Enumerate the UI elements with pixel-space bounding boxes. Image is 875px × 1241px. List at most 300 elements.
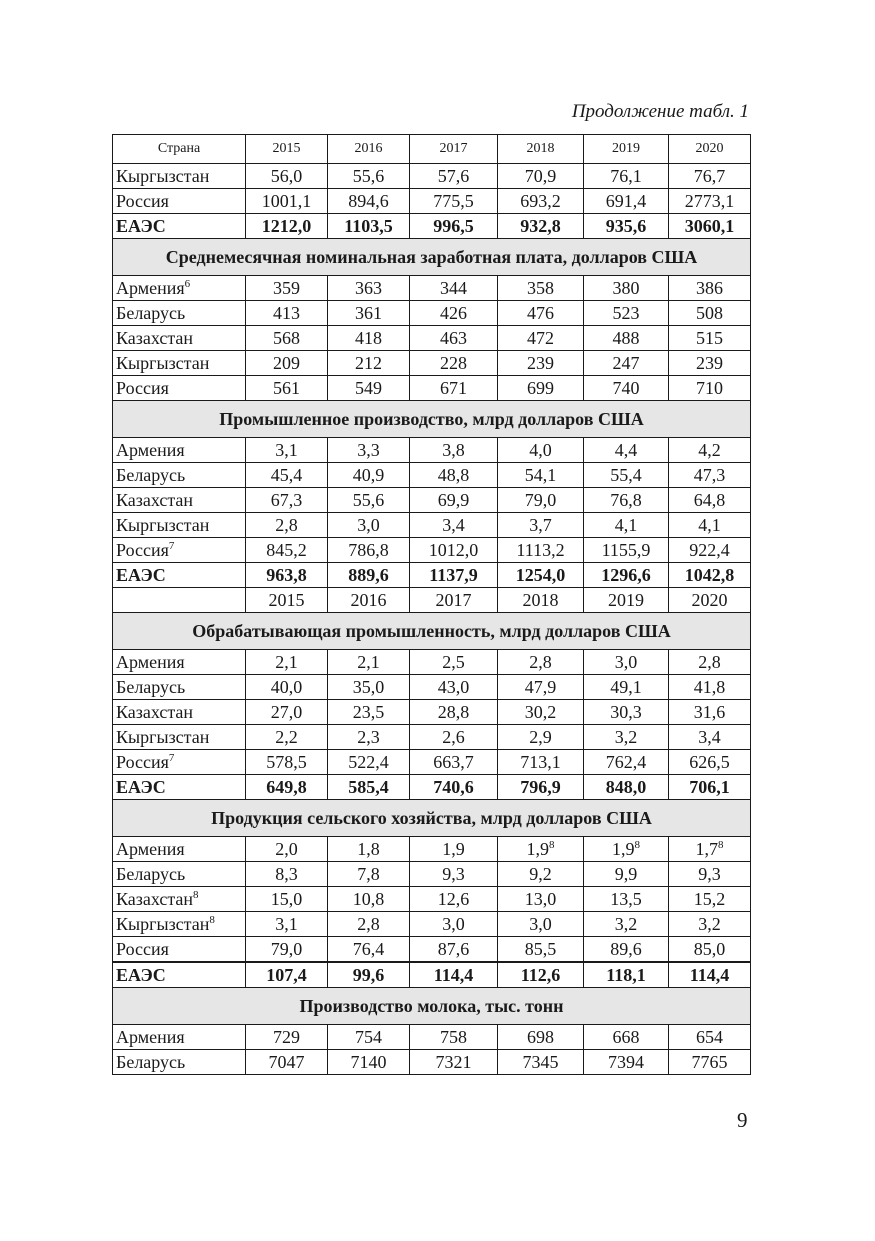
value-cell-text: 1012,0 bbox=[428, 540, 479, 560]
value-cell-text: 3,1 bbox=[275, 440, 298, 460]
table-row bbox=[113, 376, 751, 401]
value-cell bbox=[669, 438, 751, 463]
value-cell-text: 27,0 bbox=[270, 702, 303, 722]
country-cell-text: ЕАЭС bbox=[116, 777, 166, 797]
value-cell-text: 2,6 bbox=[442, 727, 465, 747]
value-cell bbox=[328, 438, 410, 463]
value-cell-text: 1155,9 bbox=[601, 540, 651, 560]
value-cell bbox=[498, 862, 584, 887]
value-cell-text: 67,3 bbox=[270, 490, 303, 510]
value-cell bbox=[669, 164, 751, 189]
value-cell bbox=[669, 750, 751, 775]
value-cell bbox=[246, 351, 328, 376]
value-cell bbox=[328, 937, 410, 963]
value-cell bbox=[246, 750, 328, 775]
value-cell-text: 69,9 bbox=[437, 490, 470, 510]
value-cell-text: 668 bbox=[612, 1027, 640, 1047]
value-cell bbox=[669, 276, 751, 301]
value-cell-text: 1,9 bbox=[612, 839, 635, 859]
value-cell bbox=[584, 301, 669, 326]
country-cell-text: Кыргызстан bbox=[116, 914, 210, 934]
value-cell bbox=[410, 351, 498, 376]
value-cell-text: 488 bbox=[612, 328, 640, 348]
value-cell bbox=[410, 862, 498, 887]
value-cell bbox=[498, 214, 584, 239]
year-cell-text: 2015 bbox=[268, 590, 305, 610]
value-cell bbox=[328, 775, 410, 800]
value-cell-text: 76,1 bbox=[610, 166, 642, 186]
year-cell bbox=[498, 588, 584, 613]
value-cell-text: 10,8 bbox=[352, 889, 385, 909]
value-cell bbox=[246, 675, 328, 700]
value-cell bbox=[328, 650, 410, 675]
value-cell bbox=[246, 376, 328, 401]
year-cell-text: 2018 bbox=[522, 590, 559, 610]
value-cell bbox=[584, 937, 669, 963]
value-cell-text: 2,3 bbox=[357, 727, 380, 747]
value-cell-text: 3,7 bbox=[529, 515, 552, 535]
value-cell bbox=[584, 463, 669, 488]
value-cell bbox=[584, 725, 669, 750]
value-cell bbox=[328, 1050, 410, 1075]
value-cell bbox=[669, 675, 751, 700]
country-cell bbox=[113, 750, 246, 775]
value-cell bbox=[246, 862, 328, 887]
country-cell bbox=[113, 463, 246, 488]
value-cell-text: 1103,5 bbox=[344, 216, 393, 236]
header-year-text: 2015 bbox=[272, 141, 301, 156]
country-cell-text: ЕАЭС bbox=[116, 565, 166, 585]
value-cell bbox=[498, 276, 584, 301]
value-cell-text: 40,0 bbox=[270, 677, 303, 697]
value-cell-text: 99,6 bbox=[352, 965, 385, 985]
table-row bbox=[113, 164, 751, 189]
value-cell bbox=[328, 862, 410, 887]
header-year bbox=[498, 135, 584, 164]
value-cell-text: 344 bbox=[440, 278, 467, 298]
value-cell bbox=[584, 862, 669, 887]
header-year bbox=[410, 135, 498, 164]
header-year bbox=[584, 135, 669, 164]
value-cell-text: 3,8 bbox=[442, 440, 465, 460]
value-cell bbox=[669, 351, 751, 376]
value-cell-text: 2,9 bbox=[529, 727, 552, 747]
value-cell-text: 568 bbox=[273, 328, 300, 348]
value-cell bbox=[584, 912, 669, 937]
value-cell bbox=[328, 912, 410, 937]
value-cell bbox=[410, 775, 498, 800]
table-row bbox=[113, 912, 751, 937]
value-cell bbox=[328, 725, 410, 750]
value-cell-text: 758 bbox=[440, 1027, 467, 1047]
table-row bbox=[113, 301, 751, 326]
section-heading-row bbox=[113, 613, 751, 650]
country-cell bbox=[113, 563, 246, 588]
value-cell bbox=[410, 326, 498, 351]
value-cell-text: 79,0 bbox=[524, 490, 557, 510]
value-cell-text: 1296,6 bbox=[601, 565, 651, 585]
value-cell bbox=[246, 463, 328, 488]
value-cell bbox=[498, 962, 584, 988]
value-cell bbox=[584, 351, 669, 376]
country-cell-text: Россия bbox=[116, 378, 169, 398]
year-cell bbox=[584, 588, 669, 613]
section-heading-row bbox=[113, 239, 751, 276]
country-cell bbox=[113, 775, 246, 800]
value-cell bbox=[669, 214, 751, 239]
table-row bbox=[113, 488, 751, 513]
value-cell bbox=[498, 750, 584, 775]
value-cell-text: 30,3 bbox=[610, 702, 642, 722]
year-cell bbox=[669, 588, 751, 613]
country-cell bbox=[113, 1050, 246, 1075]
footnote-marker: 8 bbox=[634, 839, 640, 851]
country-cell-text: ЕАЭС bbox=[116, 965, 166, 985]
value-cell bbox=[410, 1025, 498, 1050]
header-year-text: 2018 bbox=[526, 141, 555, 156]
value-cell-text: 12,6 bbox=[437, 889, 470, 909]
value-cell bbox=[328, 189, 410, 214]
footnote-marker: 6 bbox=[184, 278, 191, 290]
value-cell bbox=[669, 301, 751, 326]
value-cell-text: 114,4 bbox=[433, 965, 474, 985]
value-cell-text: 1042,8 bbox=[684, 565, 735, 585]
country-cell bbox=[113, 862, 246, 887]
value-cell-text: 561 bbox=[273, 378, 300, 398]
value-cell bbox=[669, 538, 751, 563]
year-cell-text: 2016 bbox=[350, 590, 387, 610]
value-cell bbox=[410, 488, 498, 513]
value-cell bbox=[410, 438, 498, 463]
value-cell-text: 7321 bbox=[435, 1052, 472, 1072]
value-cell bbox=[246, 538, 328, 563]
value-cell bbox=[246, 1025, 328, 1050]
value-cell bbox=[584, 700, 669, 725]
value-cell bbox=[498, 488, 584, 513]
value-cell-text: 85,0 bbox=[693, 939, 726, 959]
country-cell bbox=[113, 326, 246, 351]
country-cell-text: Россия bbox=[116, 540, 169, 560]
value-cell bbox=[246, 513, 328, 538]
year-cell-text: 2017 bbox=[435, 590, 472, 610]
value-cell bbox=[669, 463, 751, 488]
value-cell-text: 1137,9 bbox=[429, 565, 478, 585]
value-cell bbox=[410, 750, 498, 775]
value-cell-text: 3,4 bbox=[698, 727, 721, 747]
value-cell-text: 710 bbox=[696, 378, 723, 398]
value-cell-text: 754 bbox=[355, 1027, 382, 1047]
value-cell-text: 1212,0 bbox=[261, 216, 312, 236]
value-cell bbox=[498, 675, 584, 700]
table-row bbox=[113, 189, 751, 214]
value-cell-text: 3,2 bbox=[614, 727, 638, 747]
country-cell bbox=[113, 650, 246, 675]
value-cell-text: 3,0 bbox=[442, 914, 465, 934]
value-cell bbox=[410, 538, 498, 563]
value-cell-text: 740,6 bbox=[433, 777, 474, 797]
value-cell bbox=[328, 962, 410, 988]
value-cell bbox=[498, 700, 584, 725]
value-cell-text: 13,0 bbox=[524, 889, 557, 909]
value-cell bbox=[498, 837, 584, 862]
table-row bbox=[113, 214, 751, 239]
header-year-text: 2020 bbox=[695, 141, 724, 156]
value-cell bbox=[669, 1025, 751, 1050]
value-cell-text: 2,0 bbox=[275, 839, 298, 859]
value-cell-text: 57,6 bbox=[437, 166, 470, 186]
table-row bbox=[113, 463, 751, 488]
value-cell bbox=[669, 488, 751, 513]
value-cell bbox=[584, 650, 669, 675]
value-cell bbox=[498, 376, 584, 401]
header-country bbox=[113, 135, 246, 164]
header-year bbox=[246, 135, 328, 164]
value-cell bbox=[410, 463, 498, 488]
value-cell-text: 729 bbox=[273, 1027, 300, 1047]
value-cell bbox=[246, 438, 328, 463]
value-cell bbox=[498, 650, 584, 675]
country-cell bbox=[113, 164, 246, 189]
value-cell bbox=[498, 463, 584, 488]
value-cell bbox=[410, 912, 498, 937]
value-cell bbox=[328, 513, 410, 538]
value-cell bbox=[328, 675, 410, 700]
year-cell-text: 2020 bbox=[691, 590, 728, 610]
value-cell bbox=[669, 700, 751, 725]
value-cell-text: 472 bbox=[527, 328, 554, 348]
value-cell-text: 549 bbox=[355, 378, 382, 398]
value-cell-text: 76,4 bbox=[352, 939, 385, 959]
table-continuation-label: Продолжение табл. 1 bbox=[571, 101, 749, 122]
value-cell-text: 64,8 bbox=[693, 490, 726, 510]
footnote-marker: 8 bbox=[549, 839, 555, 851]
value-cell-text: 114,4 bbox=[689, 965, 730, 985]
value-cell-text: 2,8 bbox=[357, 914, 380, 934]
value-cell-text: 935,6 bbox=[605, 216, 647, 236]
value-cell-text: 996,5 bbox=[433, 216, 474, 236]
value-cell bbox=[328, 488, 410, 513]
value-cell-text: 35,0 bbox=[352, 677, 385, 697]
year-cell bbox=[410, 588, 498, 613]
value-cell bbox=[498, 326, 584, 351]
country-cell-text: Кыргызстан bbox=[116, 727, 210, 747]
table-row bbox=[113, 725, 751, 750]
value-cell bbox=[498, 725, 584, 750]
value-cell-text: 54,1 bbox=[524, 465, 557, 485]
value-cell-text: 212 bbox=[355, 353, 382, 373]
country-cell bbox=[113, 937, 246, 963]
value-cell-text: 1113,2 bbox=[516, 540, 565, 560]
value-cell-text: 49,1 bbox=[610, 677, 642, 697]
value-cell bbox=[584, 164, 669, 189]
country-cell bbox=[113, 700, 246, 725]
value-cell-text: 775,5 bbox=[433, 191, 474, 211]
value-cell bbox=[584, 675, 669, 700]
footnote-marker: 7 bbox=[168, 752, 175, 764]
value-cell-text: 7047 bbox=[268, 1052, 305, 1072]
value-cell-text: 9,2 bbox=[529, 864, 552, 884]
value-cell-text: 55,4 bbox=[610, 465, 642, 485]
table-row bbox=[113, 1025, 751, 1050]
value-cell-text: 418 bbox=[355, 328, 382, 348]
value-cell-text: 3,4 bbox=[442, 515, 465, 535]
year-cell-text: 2019 bbox=[608, 590, 644, 610]
country-cell-text: Россия bbox=[116, 939, 169, 959]
value-cell bbox=[246, 189, 328, 214]
value-cell-text: 55,6 bbox=[352, 490, 385, 510]
country-cell bbox=[113, 538, 246, 563]
header-year bbox=[328, 135, 410, 164]
value-cell bbox=[498, 887, 584, 912]
value-cell bbox=[410, 276, 498, 301]
value-cell bbox=[498, 1050, 584, 1075]
table-row bbox=[113, 650, 751, 675]
value-cell-text: 70,9 bbox=[524, 166, 557, 186]
value-cell bbox=[328, 276, 410, 301]
value-cell-text: 654 bbox=[696, 1027, 723, 1047]
value-cell-text: 358 bbox=[527, 278, 554, 298]
value-cell bbox=[669, 563, 751, 588]
value-cell-text: 2773,1 bbox=[684, 191, 735, 211]
value-cell bbox=[584, 1050, 669, 1075]
value-cell bbox=[410, 214, 498, 239]
value-cell-text: 48,8 bbox=[437, 465, 470, 485]
table-row bbox=[113, 538, 751, 563]
value-cell bbox=[246, 1050, 328, 1075]
country-cell bbox=[113, 438, 246, 463]
table-row bbox=[113, 750, 751, 775]
value-cell-text: 1,7 bbox=[695, 839, 718, 859]
value-cell-text: 426 bbox=[440, 303, 467, 323]
section-heading: Производство молока, тыс. тонн bbox=[113, 988, 751, 1025]
value-cell bbox=[246, 276, 328, 301]
value-cell bbox=[246, 937, 328, 963]
value-cell-text: 889,6 bbox=[348, 565, 389, 585]
value-cell-text: 626,5 bbox=[689, 752, 730, 772]
value-cell-text: 663,7 bbox=[433, 752, 474, 772]
value-cell bbox=[669, 189, 751, 214]
table-row bbox=[113, 276, 751, 301]
table-row bbox=[113, 351, 751, 376]
value-cell bbox=[584, 837, 669, 862]
table-row bbox=[113, 962, 751, 988]
value-cell bbox=[246, 164, 328, 189]
value-cell bbox=[584, 189, 669, 214]
value-cell bbox=[328, 351, 410, 376]
value-cell-text: 31,6 bbox=[693, 702, 726, 722]
value-cell-text: 4,1 bbox=[614, 515, 638, 535]
value-cell bbox=[584, 438, 669, 463]
value-cell-text: 209 bbox=[273, 353, 300, 373]
header-row bbox=[113, 135, 751, 164]
country-cell-text: Армения bbox=[116, 278, 185, 298]
value-cell bbox=[498, 301, 584, 326]
country-cell bbox=[113, 189, 246, 214]
value-cell bbox=[410, 675, 498, 700]
value-cell bbox=[498, 775, 584, 800]
value-cell bbox=[246, 912, 328, 937]
value-cell-text: 3,2 bbox=[614, 914, 638, 934]
value-cell bbox=[669, 513, 751, 538]
value-cell-text: 1,9 bbox=[442, 839, 465, 859]
value-cell-text: 796,9 bbox=[520, 777, 561, 797]
value-cell bbox=[669, 937, 751, 963]
value-cell bbox=[410, 725, 498, 750]
country-cell-text: Беларусь bbox=[116, 677, 186, 697]
value-cell-text: 3,0 bbox=[357, 515, 380, 535]
value-cell-text: 1,8 bbox=[357, 839, 380, 859]
value-cell bbox=[498, 937, 584, 963]
value-cell-text: 2,2 bbox=[275, 727, 298, 747]
value-cell-text: 4,4 bbox=[614, 440, 638, 460]
value-cell bbox=[246, 887, 328, 912]
value-cell bbox=[498, 351, 584, 376]
value-cell-text: 15,2 bbox=[693, 889, 726, 909]
table-row bbox=[113, 675, 751, 700]
country-cell-text: Беларусь bbox=[116, 465, 186, 485]
table-row bbox=[113, 700, 751, 725]
value-cell-text: 585,4 bbox=[348, 777, 389, 797]
value-cell-text: 9,3 bbox=[698, 864, 721, 884]
year-cell bbox=[246, 588, 328, 613]
value-cell bbox=[246, 650, 328, 675]
country-cell bbox=[113, 488, 246, 513]
country-cell bbox=[113, 214, 246, 239]
country-cell-text: Кыргызстан bbox=[116, 515, 210, 535]
country-cell-text: Беларусь bbox=[116, 1052, 186, 1072]
value-cell bbox=[328, 164, 410, 189]
value-cell bbox=[246, 775, 328, 800]
section-heading-row bbox=[113, 988, 751, 1025]
section-heading-row bbox=[113, 401, 751, 438]
value-cell bbox=[669, 962, 751, 988]
section-heading: Среднемесячная номинальная заработная плата, долларов США bbox=[113, 239, 751, 276]
value-cell bbox=[584, 775, 669, 800]
country-cell-text: Казахстан bbox=[116, 702, 194, 722]
value-cell-text: 848,0 bbox=[605, 777, 647, 797]
value-cell-text: 4,0 bbox=[529, 440, 552, 460]
value-cell-text: 713,1 bbox=[520, 752, 561, 772]
value-cell-text: 508 bbox=[696, 303, 723, 323]
value-cell bbox=[246, 837, 328, 862]
value-cell bbox=[246, 301, 328, 326]
footnote-marker: 8 bbox=[718, 839, 724, 851]
value-cell bbox=[584, 1025, 669, 1050]
value-cell-text: 43,0 bbox=[437, 677, 470, 697]
value-cell-text: 7140 bbox=[350, 1052, 387, 1072]
value-cell-text: 359 bbox=[273, 278, 300, 298]
footnote-marker: 7 bbox=[168, 540, 175, 552]
value-cell bbox=[669, 837, 751, 862]
value-cell-text: 386 bbox=[696, 278, 723, 298]
value-cell bbox=[669, 1050, 751, 1075]
value-cell bbox=[410, 700, 498, 725]
value-cell-text: 894,6 bbox=[348, 191, 389, 211]
table-row bbox=[113, 513, 751, 538]
country-cell-text: Армения bbox=[116, 440, 185, 460]
value-cell bbox=[669, 775, 751, 800]
value-cell bbox=[669, 725, 751, 750]
country-cell-text: Беларусь bbox=[116, 864, 186, 884]
value-cell bbox=[328, 538, 410, 563]
section-heading: Обрабатывающая промышленность, млрд долларов США bbox=[113, 613, 751, 650]
value-cell bbox=[584, 276, 669, 301]
value-cell-text: 693,2 bbox=[520, 191, 561, 211]
country-cell-text: Казахстан bbox=[116, 328, 194, 348]
value-cell-text: 845,2 bbox=[266, 540, 307, 560]
year-cell bbox=[328, 588, 410, 613]
country-cell bbox=[113, 837, 246, 862]
